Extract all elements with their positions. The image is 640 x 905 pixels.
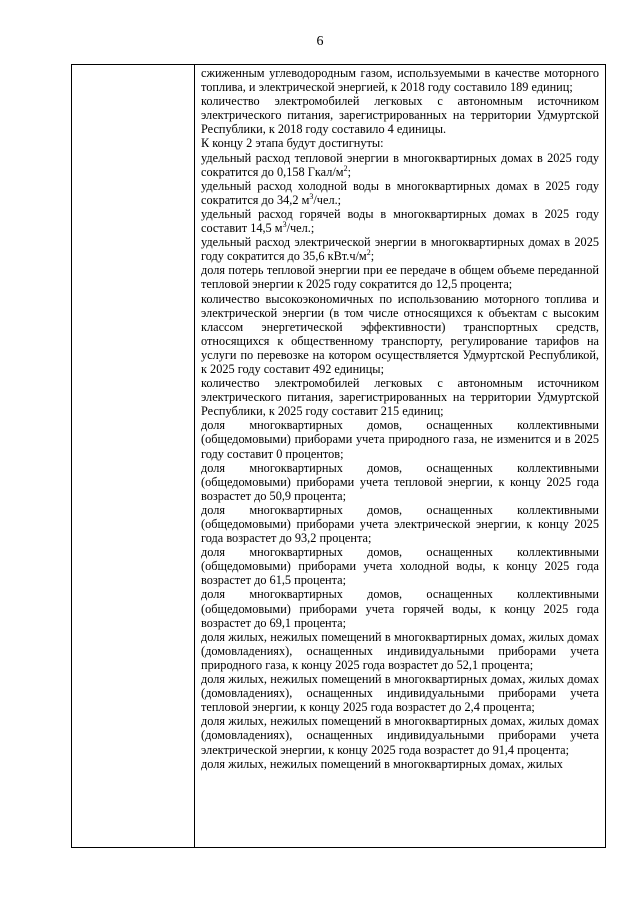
page-number: 6	[316, 34, 324, 49]
text-paragraph: удельный расход горячей воды в многоквартирных домах в 2025 году составит 14,5 $м^3$/чел.;	[201, 206, 599, 236]
text-paragraph: удельный расход электрической энергии в многоквартирных домах в 2025 году сократится до 35,6 $кВт.ч/м^2$;	[201, 235, 599, 264]
text-paragraph: количество электромобилей легковых с автономным источником электрического питания, зарегистрированных на территории Удмуртской Республики, к 2025 году составит 215 единиц;	[201, 376, 599, 419]
text-paragraph: количество электромобилей легковых с автономным источником электрического питания, зарегистрированных на территории Удмуртской Республики, к 2018 году составило 4 единицы.	[201, 94, 599, 137]
text-paragraph: доля многоквартирных домов, оснащенных коллективными (общедомовыми) приборами учета природного газа, не изменится и в 2025 году составит 0 процентов;	[201, 418, 599, 461]
table-right-column	[201, 66, 599, 771]
text-paragraph: доля многоквартирных домов, оснащенных коллективными (общедомовыми) приборами учета холодной воды, к концу 2025 года возрастет до 61,5 процента;	[201, 545, 599, 588]
text-paragraph: доля жилых, нежилых помещений в многоквартирных домах, жилых домах (домовладениях), оснащенных индивидуальными приборами учета тепловой энергии, к концу 2025 года возрастет до 2,4 процента;	[201, 672, 599, 715]
text-paragraph: удельный расход холодной воды в многоквартирных домах в 2025 году сократится до 34,2 $м^3$/чел.;	[201, 178, 599, 207]
text-paragraph: К концу 2 этапа будут достигнуты:	[201, 136, 384, 151]
text-paragraph: доля жилых, нежилых помещений в многоквартирных домах, жилых	[201, 756, 563, 771]
text-paragraph: доля жилых, нежилых помещений в многоквартирных домах, жилых домах (домовладениях), оснащенных индивидуальными приборами учета природного газа, к концу 2025 года возрастет до 52,1 процента;	[201, 629, 599, 672]
text-paragraph: сжиженным углеводородным газом, используемыми в качестве моторного топлива, и электрической энергией, к 2018 году составило 189 единиц;	[201, 66, 599, 95]
text-paragraph: доля потерь тепловой энергии при ее передаче в общем объеме переданной тепловой энергии к 2025 году сократится до 12,5 процента;	[201, 263, 599, 292]
text-paragraph: доля жилых, нежилых помещений в многоквартирных домах, жилых домах (домовладениях), оснащенных индивидуальными приборами учета электрической энергии, к концу 2025 года возрастет до 91,4 процента;	[201, 714, 599, 757]
text-paragraph: удельный расход тепловой энергии в многоквартирных домах в 2025 году сократится до 0,158 Гкал/$м^2$;	[201, 150, 599, 179]
text-paragraph: доля многоквартирных домов, оснащенных коллективными (общедомовыми) приборами учета электрической энергии, к концу 2025 года возрастет до 93,2 процента;	[201, 502, 599, 546]
text-paragraph: доля многоквартирных домов, оснащенных коллективными (общедомовыми) приборами учета тепловой энергии, к концу 2025 года возрастет до 50,9 процента;	[201, 460, 599, 503]
text-paragraph: доля многоквартирных домов, оснащенных коллективными (общедомовыми) приборами учета горячей воды, к концу 2025 года возрастет до 69,1 процента;	[201, 587, 599, 630]
text-paragraph: количество высокоэкономичных по использованию моторного топлива и электрической энергии (в том числе относящихся к объектам с высоким классом энергетической эффективности) транспортных средств, относящихся к общественному транспорту, регулирование тарифов на услуги по перевозке на котором осуществляется Удмуртской Республикой, к 2025 году составит 492 единицы;	[201, 291, 599, 376]
table-left-column	[72, 65, 195, 847]
content-table	[71, 64, 606, 848]
